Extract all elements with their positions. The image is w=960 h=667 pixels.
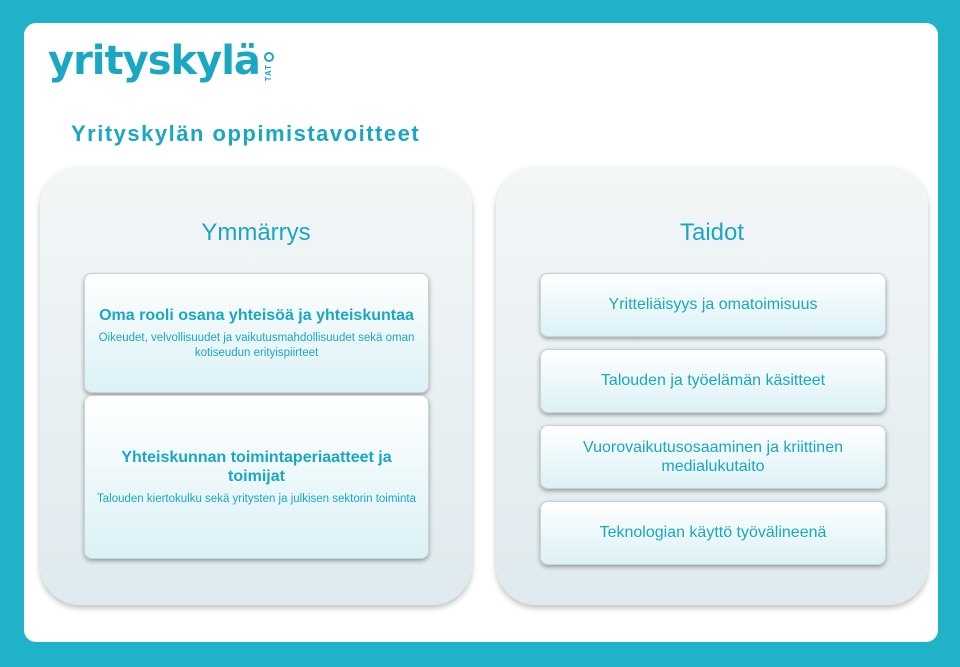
skill-card-technology — [540, 501, 886, 565]
card-description: Oikeudet, velvollisuudet ja vaikutusmahdollisuudet sekä oman kotiseudun erityispiirteet — [98, 332, 415, 359]
skills-heading: Taidot — [679, 219, 745, 246]
skill-label: Vuorovaikutusosaaminen ja kriittinen medialukutaito — [583, 438, 843, 475]
skill-label: Talouden ja työelämän käsitteet — [600, 372, 826, 390]
logo-side — [264, 52, 274, 81]
understanding-panel — [40, 167, 472, 605]
society-principles-card — [84, 395, 429, 559]
logo-tag: TAT — [264, 63, 274, 81]
card-description: Talouden kiertokulku sekä yritysten ja julkisen sektorin toiminta — [97, 493, 416, 505]
skill-card-economy-concepts — [540, 349, 886, 413]
yrityskyla-logo — [48, 38, 274, 84]
skill-card-interaction-media — [540, 425, 886, 489]
slide — [24, 23, 938, 642]
logo-wordmark: yrityskylä — [48, 38, 260, 84]
card-title: Oma rooli osana yhteisöä ja yhteiskuntaa — [99, 307, 414, 325]
skill-label: Yritteliäisyys ja omatoimisuus — [608, 296, 818, 314]
registered-mark-icon — [264, 52, 274, 62]
skills-panel — [496, 167, 928, 605]
role-in-community-card — [84, 273, 429, 393]
skill-label: Teknologian käyttö työvälineenä — [599, 524, 827, 542]
page-title: Yrityskylän oppimistavoitteet — [71, 121, 421, 146]
understanding-heading: Ymmärrys — [201, 219, 311, 246]
skill-card-entrepreneurship — [540, 273, 886, 337]
card-title: Yhteiskunnan toimintaperiaatteet ja toimijat — [121, 448, 392, 485]
